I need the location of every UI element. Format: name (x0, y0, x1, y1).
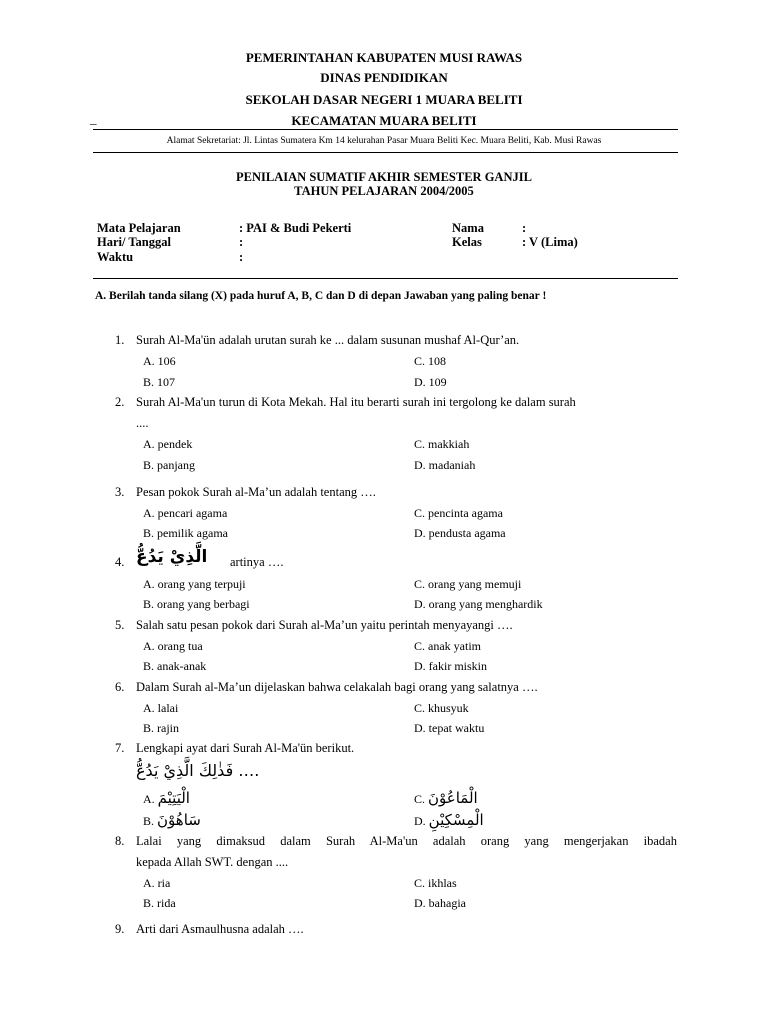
class-value: : V (Lima) (522, 235, 578, 249)
header-government: PEMERINTAHAN KABUPATEN MUSI RAWAS (245, 50, 523, 65)
question-number: 9. (115, 922, 125, 936)
option-d[interactable]: D. orang yang menghardik (414, 597, 543, 611)
header-dash: _ (90, 111, 97, 126)
time-label: Waktu (97, 250, 134, 264)
option-a[interactable] (143, 789, 190, 807)
option-c[interactable]: C. pencinta agama (414, 506, 503, 520)
question-arabic: الَّذِيْ يَدُعُّ (136, 547, 208, 567)
school-address: Alamat Sekretariat: Jl. Lintas Sumatera Km 14 kelurahan Pasar Muara Beliti Kec. Muara Beliti, Kab. Musi Rawas (166, 136, 602, 146)
question-text: Salah satu pesan pokok dari Surah al-Ma’un yaitu perintah menyayangi …. (136, 618, 513, 632)
info-rule (93, 278, 678, 279)
question-number: 1. (115, 333, 125, 347)
question-number: 2. (115, 395, 125, 409)
option-a[interactable]: A. pendek (143, 437, 193, 451)
option-c[interactable]: C. khusyuk (414, 701, 469, 715)
option-arabic: الْيَتِيْمَ (157, 789, 190, 807)
option-d[interactable]: D. bahagia (414, 896, 466, 910)
question-number: 8. (115, 834, 125, 848)
question-text: Lengkapi ayat dari Surah Al-Ma'ün berikut. (136, 741, 355, 755)
option-c[interactable]: C. 108 (414, 354, 447, 368)
question-text: Surah Al-Ma'ün adalah urutan surah ke ... dalam susunan mushaf Al-Qur’an. (136, 333, 520, 347)
option-d[interactable]: D. fakir miskin (414, 659, 487, 673)
time-value: : (239, 250, 244, 264)
header-school: SEKOLAH DASAR NEGERI 1 MUARA BELITI (245, 92, 523, 107)
option-b[interactable]: B. anak-anak (143, 659, 207, 673)
header-rule-bottom (93, 152, 678, 153)
name-label: Nama (452, 221, 484, 235)
name-value: : (522, 221, 527, 235)
option-d[interactable]: D. 109 (414, 375, 447, 389)
option-a[interactable]: A. lalai (143, 701, 179, 715)
option-b[interactable]: B. pemilik agama (143, 526, 228, 540)
option-d[interactable] (414, 811, 484, 829)
option-b[interactable]: B. rajin (143, 721, 179, 735)
option-c[interactable] (414, 789, 478, 807)
option-c[interactable]: C. makkiah (414, 437, 470, 451)
option-b[interactable]: B. panjang (143, 458, 195, 472)
subject-label: Mata Pelajaran (97, 221, 181, 235)
question-arabic: فَذٰلِكَ الَّذِيْ يَدُعُّ …. (136, 761, 260, 780)
question-number: 5. (115, 618, 125, 632)
question-text: Dalam Surah al-Ma’un dijelaskan bahwa celakalah bagi orang yang salatnya …. (136, 680, 538, 694)
option-a[interactable]: A. pencari agama (143, 506, 228, 520)
option-label: A. (143, 792, 155, 806)
option-d[interactable]: D. madaniah (414, 458, 476, 472)
day-value: : (239, 235, 244, 249)
option-b[interactable]: B. orang yang berbagi (143, 597, 250, 611)
option-label: C. (414, 792, 426, 806)
question-number: 4. (115, 555, 125, 569)
header-rule-top (93, 129, 678, 130)
section-a-instruction: A. Berilah tanda silang (X) pada huruf A, B, C dan D di depan Jawaban yang paling benar ! (95, 290, 547, 302)
option-b[interactable]: B. 107 (143, 375, 176, 389)
option-b[interactable] (143, 811, 201, 829)
option-d[interactable]: D. pendusta agama (414, 526, 506, 540)
question-text: Pesan pokok Surah al-Ma’un adalah tentang …. (136, 485, 376, 499)
option-label: B. (143, 814, 155, 828)
option-b[interactable]: B. rida (143, 896, 176, 910)
option-a[interactable]: A. 106 (143, 354, 176, 368)
question-text: artinya …. (230, 555, 284, 569)
question-text: Arti dari Asmaulhusna adalah …. (136, 922, 304, 936)
exam-year: TAHUN PELAJARAN 2004/2005 (294, 184, 474, 198)
question-number: 7. (115, 741, 125, 755)
question-number: 6. (115, 680, 125, 694)
option-arabic: الْمَاعُوْنَ (428, 789, 478, 807)
option-d[interactable]: D. tepat waktu (414, 721, 485, 735)
question-text: Lalai yang dimaksud dalam Surah Al-Ma'un adalah orang yang mengerjakan ibadah (136, 834, 677, 848)
option-a[interactable]: A. orang tua (143, 639, 203, 653)
option-c[interactable]: C. ikhlas (414, 876, 457, 890)
option-a[interactable]: A. orang yang terpuji (143, 577, 246, 591)
option-arabic: الْمِسْكِيْنِ (428, 811, 484, 829)
option-label: D. (414, 814, 426, 828)
option-c[interactable]: C. orang yang memuji (414, 577, 522, 591)
class-label: Kelas (452, 235, 482, 249)
option-c[interactable]: C. anak yatim (414, 639, 481, 653)
question-text: Surah Al-Ma'un turun di Kota Mekah. Hal itu berarti surah ini tergolong ke dalam surah (136, 395, 576, 409)
option-arabic: سَاهُوْنَ (157, 811, 201, 829)
exam-title: PENILAIAN SUMATIF AKHIR SEMESTER GANJIL (236, 170, 532, 184)
header-office: DINAS PENDIDIKAN (320, 70, 448, 85)
question-text-continued: kepada Allah SWT. dengan .... (136, 855, 289, 869)
subject-value: : PAI & Budi Pekerti (239, 221, 352, 235)
option-a[interactable]: A. ria (143, 876, 171, 890)
question-number: 3. (115, 485, 125, 499)
header-district: KECAMATAN MUARA BELITI (291, 113, 477, 128)
day-label: Hari/ Tanggal (97, 235, 171, 249)
question-text-continued: .... (136, 416, 149, 430)
